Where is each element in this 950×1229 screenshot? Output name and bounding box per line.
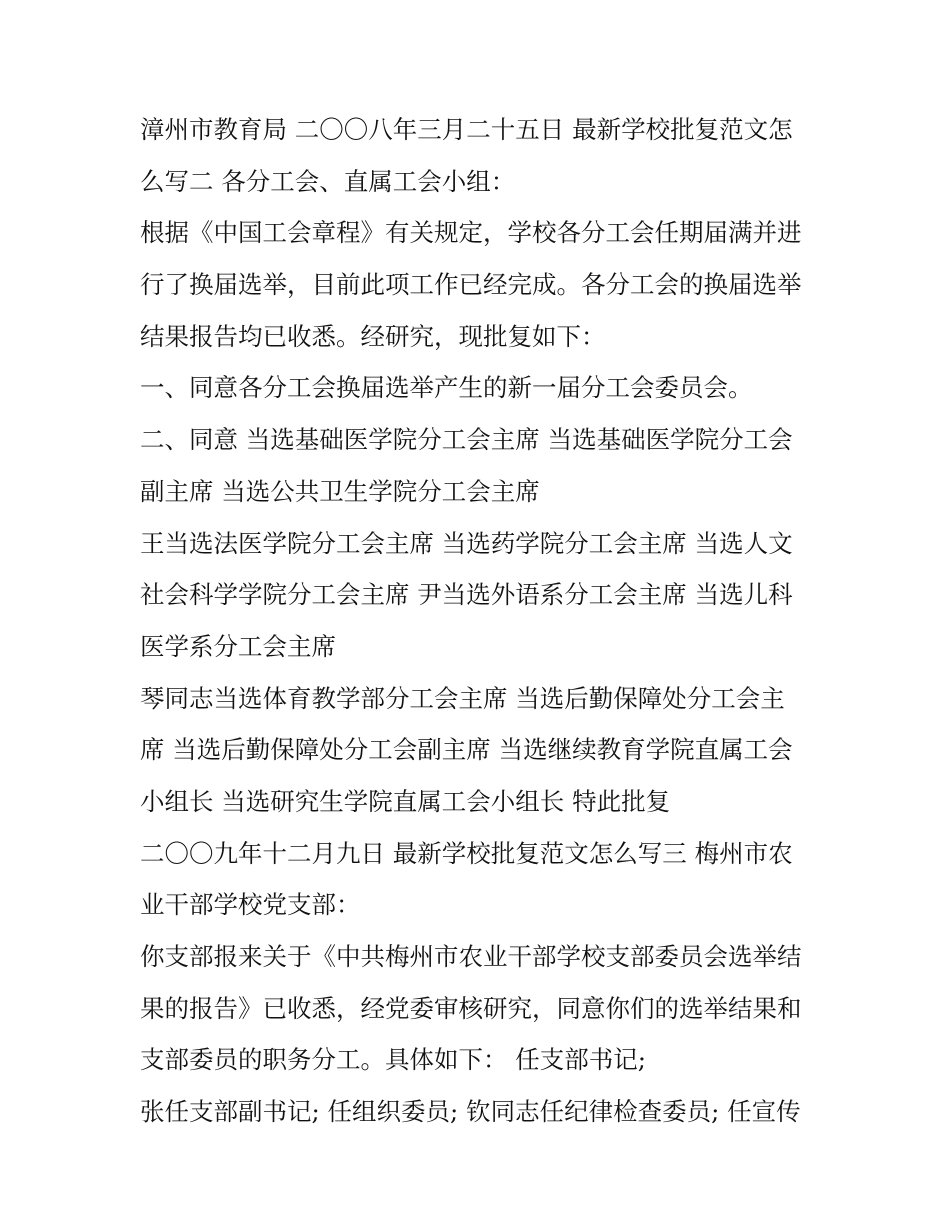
text-line: 么写二 各分工会、直属工会小组： bbox=[140, 166, 516, 196]
text-line: 果的报告》已收悉，经党委审核研究，同意你们的选举结果和 bbox=[140, 993, 802, 1023]
text-line: 席 当选后勤保障处分工会副主席 当选继续教育学院直属工会 bbox=[140, 735, 793, 765]
text-line: 小组长 当选研究生学院直属工会小组长 特此批复 bbox=[140, 786, 671, 816]
text-line: 医学系分工会主席 bbox=[140, 631, 336, 661]
text-line: 琴同志当选体育教学部分工会主席 当选后勤保障处分工会主 bbox=[140, 683, 785, 713]
text-line: 一、同意各分工会换届选举产生的新一届分工会委员会。 bbox=[140, 373, 753, 403]
text-line: 王当选法医学院分工会主席 当选药学院分工会主席 当选人文 bbox=[140, 528, 793, 558]
text-line: 二、同意 当选基础医学院分工会主席 当选基础医学院分工会 bbox=[140, 425, 793, 455]
text-line: 结果报告均已收悉。经研究，现批复如下： bbox=[140, 321, 606, 351]
text-line: 副主席 当选公共卫生学院分工会主席 bbox=[140, 476, 540, 506]
text-line: 二〇〇九年十二月九日 最新学校批复范文怎么写三 梅州市农 bbox=[140, 838, 793, 868]
text-line: 你支部报来关于《中共梅州市农业干部学校支部委员会选举结 bbox=[140, 942, 802, 971]
text-line: 行了换届选举，目前此项工作已经完成。各分工会的换届选举 bbox=[140, 270, 802, 300]
document-body bbox=[140, 104, 840, 1138]
text-line: 漳州市教育局 二〇〇八年三月二十五日 最新学校批复范文怎 bbox=[140, 115, 793, 144]
text-line: 张任支部副书记; 任组织委员; 钦同志任纪律检查委员; 任宣传 bbox=[140, 1097, 801, 1127]
text-line: 支部委员的职务分工。具体如下： 任支部书记; bbox=[140, 1045, 647, 1075]
text-line: 业干部学校党支部： bbox=[140, 890, 361, 920]
text-line: 社会科学学院分工会主席 尹当选外语系分工会主席 当选儿科 bbox=[140, 580, 793, 610]
text-line: 根据《中国工会章程》有关规定，学校各分工会任期届满并进 bbox=[140, 218, 802, 248]
